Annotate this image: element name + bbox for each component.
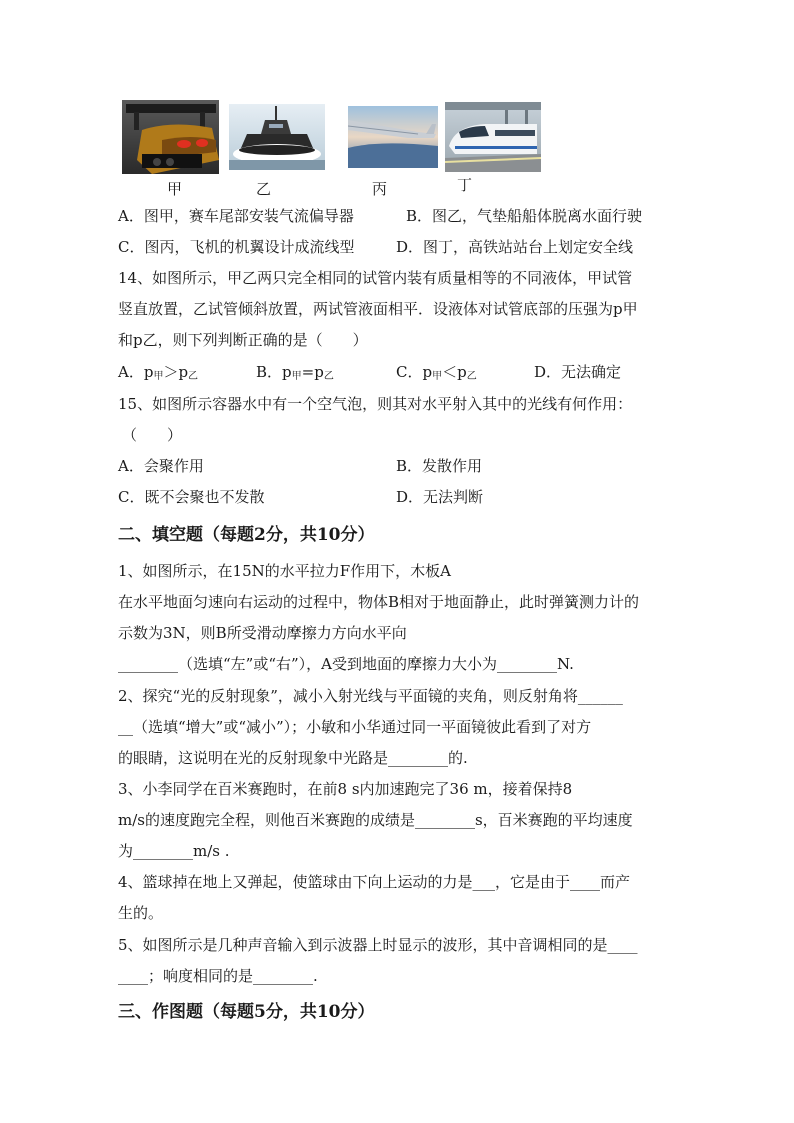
q15-stem-line: （ ） <box>122 426 183 444</box>
q15-option-c: C．既不会聚也不发散 <box>118 488 265 506</box>
fill-line: 生的。 <box>118 904 164 922</box>
q14-option-b: B．$p_甲=p_乙$ <box>256 363 334 382</box>
q13-option-b: B．图乙，气垫船船体脱离水面行驶 <box>406 207 643 225</box>
figure-caption: 丁 <box>457 176 473 194</box>
fill-line: 1、如图所示，在15N的水平拉力F作用下，木板A <box>118 562 451 580</box>
q14-stem-line: 竖直放置，乙试管倾斜放置，两试管液面相平．设液体对试管底部的压强为p甲 <box>118 300 638 318</box>
fill-line: 示数为3N，则B所受滑动摩擦力方向水平向 <box>118 624 407 642</box>
q15-stem-line: 15、如图所示容器水中有一个空气泡，则其对水平射入其中的光线有何作用： <box>118 395 633 413</box>
fill-line: 4、篮球掉在地上又弹起，使篮球由下向上运动的力是___，它是由于____而产 <box>118 873 631 891</box>
fill-line: 2、探究“光的反射现象”，减小入射光线与平面镜的夹角，则反射角将______ <box>118 687 623 705</box>
fill-line: 5、如图所示是几种声音输入到示波器上时显示的波形，其中音调相同的是____ <box>118 936 638 954</box>
q13-option-c: C．图丙，飞机的机翼设计成流线型 <box>118 238 355 256</box>
fill-line: 3、小李同学在百米赛跑时，在前8 s内加速跑完了36 m，接着保持8 <box>118 780 573 798</box>
section-title: 三、作图题（每题5分，共10分） <box>118 1002 375 1022</box>
section-title: 二、填空题（每题2分，共10分） <box>118 525 375 545</box>
fill-line: 为________m/s . <box>118 842 230 860</box>
q13-option-d: D．图丁，高铁站站台上划定安全线 <box>396 238 634 256</box>
fill-line: ________（选填“左”或“右”），A受到地面的摩擦力大小为________N. <box>118 655 574 673</box>
q15-option-a: A．会聚作用 <box>118 457 204 475</box>
race-car-spoiler-photo <box>122 100 219 174</box>
figure-row <box>120 98 550 198</box>
q15-option-b: B．发散作用 <box>396 457 483 475</box>
q14-stem-line: 和p乙，则下列判断正确的是（ ） <box>118 331 368 349</box>
fill-line: m/s的速度跑完全程，则他百米赛跑的成绩是________s，百米赛跑的平均速度 <box>118 811 633 829</box>
fill-line: 在水平地面匀速向右运动的过程中，物体B相对于地面静止，此时弹簧测力计的 <box>118 593 640 611</box>
fill-line: __（选填“增大”或“减小”）；小敏和小华通过同一平面镜彼此看到了对方 <box>118 718 592 736</box>
q14-stem-line: 14、如图所示，甲乙两只完全相同的试管内装有质量相等的不同液体，甲试管 <box>118 269 633 287</box>
figure-caption: 甲 <box>167 180 183 198</box>
q14-option-c: C．$p_甲<p_乙$ <box>396 363 477 382</box>
hovercraft-photo <box>229 104 325 170</box>
q14-option-d: D．无法确定 <box>534 363 622 381</box>
fill-line: ____；响度相同的是________. <box>118 967 318 985</box>
figure-caption: 乙 <box>256 180 272 198</box>
q15-option-d: D．无法判断 <box>396 488 484 506</box>
q14-option-a: A．$p_甲>p_乙$ <box>118 363 199 382</box>
q13-option-a: A．图甲，赛车尾部安装气流偏导器 <box>118 207 354 225</box>
fill-line: 的眼睛，这说明在光的反射现象中光路是________的. <box>118 749 468 767</box>
high-speed-train-photo <box>445 102 541 172</box>
airplane-wing-photo <box>348 106 438 168</box>
figure-caption: 丙 <box>372 180 388 198</box>
